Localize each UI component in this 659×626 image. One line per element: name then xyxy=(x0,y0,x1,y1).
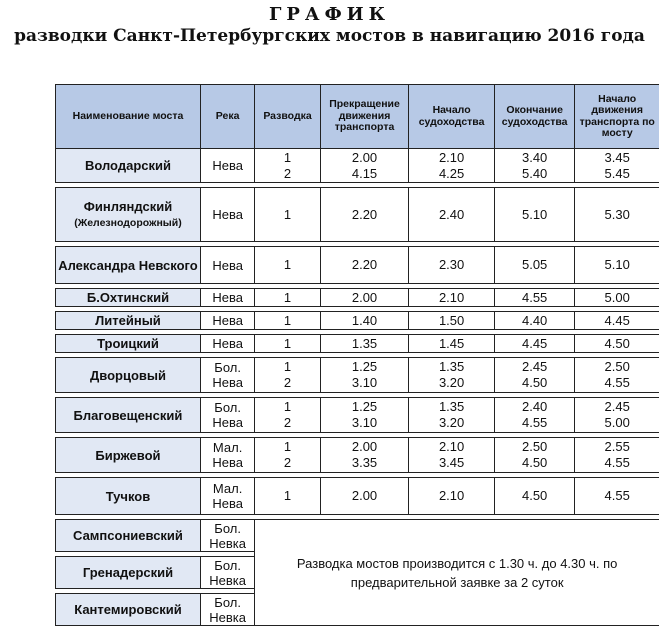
traffic-stop-value: 4.15 xyxy=(321,166,409,182)
navigation-start-value: 3.45 xyxy=(409,455,494,471)
traffic-stop-value: 2.00 xyxy=(321,488,409,504)
bridge-name: Б.Охтинский xyxy=(56,289,200,306)
river-cell: Бол. Невка xyxy=(200,594,254,626)
navigation-end-value: 5.40 xyxy=(495,166,575,182)
traffic-resume-cell xyxy=(575,188,659,242)
traffic-resume-cell xyxy=(575,247,659,284)
raising-cell xyxy=(255,188,320,242)
river-cell: Нева xyxy=(200,289,254,307)
raising-cell xyxy=(255,149,320,183)
traffic-resume-value: 3.45 xyxy=(575,150,659,166)
raising-value: 1 xyxy=(255,488,319,504)
traffic-stop-cell xyxy=(320,247,409,284)
bridge-name: Биржевой xyxy=(56,447,200,464)
traffic-stop-value: 3.10 xyxy=(321,415,409,431)
navigation-end-value: 5.05 xyxy=(495,257,575,273)
raising-value: 1 xyxy=(255,336,319,352)
bridge-name-cell: Кантемировский xyxy=(56,594,201,626)
traffic-resume-value: 4.55 xyxy=(575,375,659,391)
bridge-name-cell: Сампсониевский xyxy=(56,520,201,552)
navigation-start-cell xyxy=(409,358,495,393)
navigation-end-values xyxy=(495,313,575,329)
traffic-resume-cell xyxy=(575,312,659,330)
navigation-end-cell xyxy=(494,247,575,284)
traffic-stop-cell xyxy=(320,358,409,393)
navigation-end-cell xyxy=(494,188,575,242)
raising-cell xyxy=(255,335,320,353)
traffic-stop-value: 3.10 xyxy=(321,375,409,391)
navigation-start-values xyxy=(409,439,494,471)
raising-value: 1 xyxy=(255,359,319,375)
river-cell: Нева xyxy=(200,247,254,284)
navigation-end-values xyxy=(495,336,575,352)
navigation-end-values xyxy=(495,439,575,471)
traffic-resume-cell xyxy=(575,478,659,515)
traffic-stop-cell xyxy=(320,438,409,473)
navigation-end-cell xyxy=(494,398,575,433)
raising-cell xyxy=(255,398,320,433)
navigation-start-cell xyxy=(409,247,495,284)
traffic-resume-values xyxy=(575,290,659,306)
raising-value: 1 xyxy=(255,399,319,415)
navigation-start-value: 2.10 xyxy=(409,290,494,306)
traffic-stop-values xyxy=(321,399,409,431)
navigation-end-cell xyxy=(494,335,575,353)
header-river: Река xyxy=(200,85,254,149)
raising-value: 1 xyxy=(255,290,319,306)
navigation-end-value: 4.40 xyxy=(495,313,575,329)
traffic-resume-values xyxy=(575,257,659,273)
traffic-resume-cell xyxy=(575,289,659,307)
navigation-end-value: 2.50 xyxy=(495,439,575,455)
navigation-end-value: 4.50 xyxy=(495,455,575,471)
river-cell: Нева xyxy=(200,188,254,242)
header-row xyxy=(56,85,659,149)
raising-value: 1 xyxy=(255,439,319,455)
traffic-resume-value: 5.00 xyxy=(575,415,659,431)
bridge-name: Литейный xyxy=(56,312,200,329)
traffic-resume-values xyxy=(575,150,659,182)
navigation-start-value: 2.10 xyxy=(409,439,494,455)
traffic-resume-cell xyxy=(575,149,659,183)
traffic-resume-cell xyxy=(575,335,659,353)
navigation-end-value: 4.55 xyxy=(495,415,575,431)
traffic-resume-value: 2.45 xyxy=(575,399,659,415)
navigation-end-value: 4.45 xyxy=(495,336,575,352)
navigation-start-cell xyxy=(409,289,495,307)
navigation-end-values xyxy=(495,150,575,182)
traffic-resume-value: 2.50 xyxy=(575,359,659,375)
bridge-name: Тучков xyxy=(56,488,200,505)
bridge-name: Финляндский xyxy=(56,198,200,215)
traffic-resume-values xyxy=(575,359,659,391)
raising-values xyxy=(255,207,319,223)
traffic-resume-value: 5.30 xyxy=(575,207,659,223)
traffic-stop-value: 1.40 xyxy=(321,313,409,329)
traffic-resume-value: 5.00 xyxy=(575,290,659,306)
document-subtitle: разводки Санкт-Петербургских мостов в навигацию 2016 года xyxy=(0,26,659,46)
traffic-stop-values xyxy=(321,336,409,352)
bridge-name: Александра Невского xyxy=(56,257,200,274)
traffic-stop-values xyxy=(321,150,409,182)
navigation-start-values xyxy=(409,257,494,273)
navigation-start-values xyxy=(409,488,494,504)
traffic-resume-values xyxy=(575,207,659,223)
on-request-bridge-row xyxy=(56,520,659,552)
traffic-resume-value: 4.50 xyxy=(575,336,659,352)
bridge-row xyxy=(56,335,659,353)
navigation-start-value: 1.35 xyxy=(409,399,494,415)
navigation-start-cell xyxy=(409,478,495,515)
raising-values xyxy=(255,399,319,431)
navigation-start-values xyxy=(409,150,494,182)
navigation-end-cell xyxy=(494,358,575,393)
navigation-end-values xyxy=(495,359,575,391)
navigation-start-cell xyxy=(409,438,495,473)
bridge-name-cell xyxy=(56,247,201,284)
bridge-row xyxy=(56,358,659,393)
traffic-stop-values xyxy=(321,439,409,471)
bridge-name-cell xyxy=(56,398,201,433)
traffic-stop-cell xyxy=(320,478,409,515)
raising-value: 1 xyxy=(255,257,319,273)
navigation-start-cell xyxy=(409,188,495,242)
navigation-end-values xyxy=(495,207,575,223)
traffic-stop-cell xyxy=(320,335,409,353)
raising-values xyxy=(255,290,319,306)
raising-values xyxy=(255,336,319,352)
raising-value: 2 xyxy=(255,166,319,182)
navigation-start-cell xyxy=(409,312,495,330)
raising-values xyxy=(255,150,319,182)
navigation-start-value: 2.30 xyxy=(409,257,494,273)
bridge-name-cell xyxy=(56,478,201,515)
traffic-stop-cell xyxy=(320,149,409,183)
raising-cell xyxy=(255,289,320,307)
bridge-row xyxy=(56,312,659,330)
traffic-stop-cell xyxy=(320,312,409,330)
river-cell: Нева xyxy=(200,312,254,330)
bridge-name-cell xyxy=(56,358,201,393)
bridge-name-cell xyxy=(56,188,201,242)
traffic-resume-values xyxy=(575,336,659,352)
on-request-note: Разводка мостов производится с 1.30 ч. до 4.30 ч. по предварительной заявке за 2 суток xyxy=(255,520,659,626)
traffic-resume-values xyxy=(575,313,659,329)
header-traffic-stop: Прекращение движения транспорта xyxy=(320,85,409,149)
raising-cell xyxy=(255,478,320,515)
navigation-end-cell xyxy=(494,478,575,515)
navigation-start-values xyxy=(409,336,494,352)
traffic-stop-value: 1.25 xyxy=(321,399,409,415)
navigation-end-value: 4.55 xyxy=(495,290,575,306)
navigation-end-cell xyxy=(494,149,575,183)
traffic-resume-value: 4.45 xyxy=(575,313,659,329)
traffic-stop-values xyxy=(321,257,409,273)
navigation-start-value: 2.10 xyxy=(409,488,494,504)
raising-value: 2 xyxy=(255,455,319,471)
header-bridge-name: Наименование моста xyxy=(56,85,201,149)
raising-values xyxy=(255,313,319,329)
river-cell: Бол. Невка xyxy=(200,520,254,552)
bridge-name: Троицкий xyxy=(56,335,200,352)
navigation-start-values xyxy=(409,399,494,431)
river-cell: Бол. Нева xyxy=(200,398,254,433)
raising-cell xyxy=(255,358,320,393)
navigation-start-values xyxy=(409,290,494,306)
raising-values xyxy=(255,257,319,273)
traffic-stop-value: 2.00 xyxy=(321,290,409,306)
traffic-stop-value: 2.00 xyxy=(321,150,409,166)
navigation-start-cell xyxy=(409,149,495,183)
river-cell: Мал. Нева xyxy=(200,478,254,515)
raising-values xyxy=(255,439,319,471)
traffic-resume-cell xyxy=(575,358,659,393)
traffic-stop-values xyxy=(321,488,409,504)
traffic-stop-values xyxy=(321,359,409,391)
traffic-stop-cell xyxy=(320,398,409,433)
raising-values xyxy=(255,359,319,391)
bridge-name-cell xyxy=(56,289,201,307)
bridge-name-note: (Железнодорожный) xyxy=(56,215,200,232)
river-cell: Мал. Нева xyxy=(200,438,254,473)
traffic-stop-value: 1.25 xyxy=(321,359,409,375)
raising-value: 1 xyxy=(255,207,319,223)
navigation-start-values xyxy=(409,207,494,223)
navigation-start-value: 3.20 xyxy=(409,415,494,431)
navigation-start-cell xyxy=(409,335,495,353)
bridge-schedule-table xyxy=(55,84,659,626)
bridge-row xyxy=(56,289,659,307)
bridge-name-cell xyxy=(56,312,201,330)
raising-value: 1 xyxy=(255,150,319,166)
navigation-end-value: 5.10 xyxy=(495,207,575,223)
bridge-row xyxy=(56,438,659,473)
traffic-stop-value: 2.00 xyxy=(321,439,409,455)
traffic-stop-cell xyxy=(320,289,409,307)
traffic-stop-cell xyxy=(320,188,409,242)
traffic-stop-value: 1.35 xyxy=(321,336,409,352)
navigation-start-value: 4.25 xyxy=(409,166,494,182)
river-cell: Бол. Невка xyxy=(200,557,254,589)
bridge-row xyxy=(56,149,659,183)
document-title: ГРАФИК xyxy=(0,4,659,25)
traffic-stop-value: 2.20 xyxy=(321,207,409,223)
header-navigation-end: Окончание судоходства xyxy=(494,85,575,149)
header-navigation-start: Начало судоходства xyxy=(409,85,495,149)
bridge-row xyxy=(56,188,659,242)
navigation-start-value: 1.45 xyxy=(409,336,494,352)
navigation-end-value: 2.40 xyxy=(495,399,575,415)
traffic-resume-value: 2.55 xyxy=(575,439,659,455)
bridge-row xyxy=(56,398,659,433)
raising-value: 2 xyxy=(255,415,319,431)
traffic-resume-value: 5.10 xyxy=(575,257,659,273)
traffic-resume-value: 4.55 xyxy=(575,488,659,504)
navigation-end-value: 4.50 xyxy=(495,375,575,391)
raising-value: 2 xyxy=(255,375,319,391)
traffic-stop-value: 3.35 xyxy=(321,455,409,471)
navigation-start-value: 3.20 xyxy=(409,375,494,391)
bridge-name-cell xyxy=(56,438,201,473)
navigation-end-values xyxy=(495,290,575,306)
navigation-end-cell xyxy=(494,312,575,330)
bridge-name-cell xyxy=(56,149,201,183)
navigation-end-values xyxy=(495,257,575,273)
traffic-stop-values xyxy=(321,313,409,329)
navigation-start-value: 1.50 xyxy=(409,313,494,329)
header-traffic-resume: Начало движения транспорта по мосту xyxy=(575,85,659,149)
traffic-resume-value: 4.55 xyxy=(575,455,659,471)
navigation-end-value: 2.45 xyxy=(495,359,575,375)
raising-value: 1 xyxy=(255,313,319,329)
traffic-resume-values xyxy=(575,439,659,471)
navigation-end-value: 4.50 xyxy=(495,488,575,504)
navigation-start-value: 2.10 xyxy=(409,150,494,166)
bridge-name: Володарский xyxy=(56,157,200,174)
navigation-start-value: 1.35 xyxy=(409,359,494,375)
navigation-end-values xyxy=(495,399,575,431)
river-cell: Бол. Нева xyxy=(200,358,254,393)
navigation-start-cell xyxy=(409,398,495,433)
navigation-start-values xyxy=(409,313,494,329)
navigation-end-values xyxy=(495,488,575,504)
navigation-end-cell xyxy=(494,289,575,307)
traffic-resume-cell xyxy=(575,438,659,473)
raising-cell xyxy=(255,312,320,330)
traffic-stop-values xyxy=(321,290,409,306)
raising-cell xyxy=(255,438,320,473)
traffic-resume-value: 5.45 xyxy=(575,166,659,182)
header-raising: Разводка xyxy=(255,85,320,149)
bridge-name: Дворцовый xyxy=(56,367,200,384)
navigation-start-value: 2.40 xyxy=(409,207,494,223)
navigation-end-value: 3.40 xyxy=(495,150,575,166)
bridge-row xyxy=(56,247,659,284)
navigation-start-values xyxy=(409,359,494,391)
river-cell: Нева xyxy=(200,149,254,183)
bridge-name-cell xyxy=(56,335,201,353)
traffic-resume-cell xyxy=(575,398,659,433)
raising-cell xyxy=(255,247,320,284)
bridge-name-cell: Гренадерский xyxy=(56,557,201,589)
river-cell: Нева xyxy=(200,335,254,353)
traffic-stop-value: 2.20 xyxy=(321,257,409,273)
traffic-resume-values xyxy=(575,399,659,431)
navigation-end-cell xyxy=(494,438,575,473)
bridge-row xyxy=(56,478,659,515)
traffic-resume-values xyxy=(575,488,659,504)
raising-values xyxy=(255,488,319,504)
traffic-stop-values xyxy=(321,207,409,223)
bridge-name: Благовещенский xyxy=(56,407,200,424)
